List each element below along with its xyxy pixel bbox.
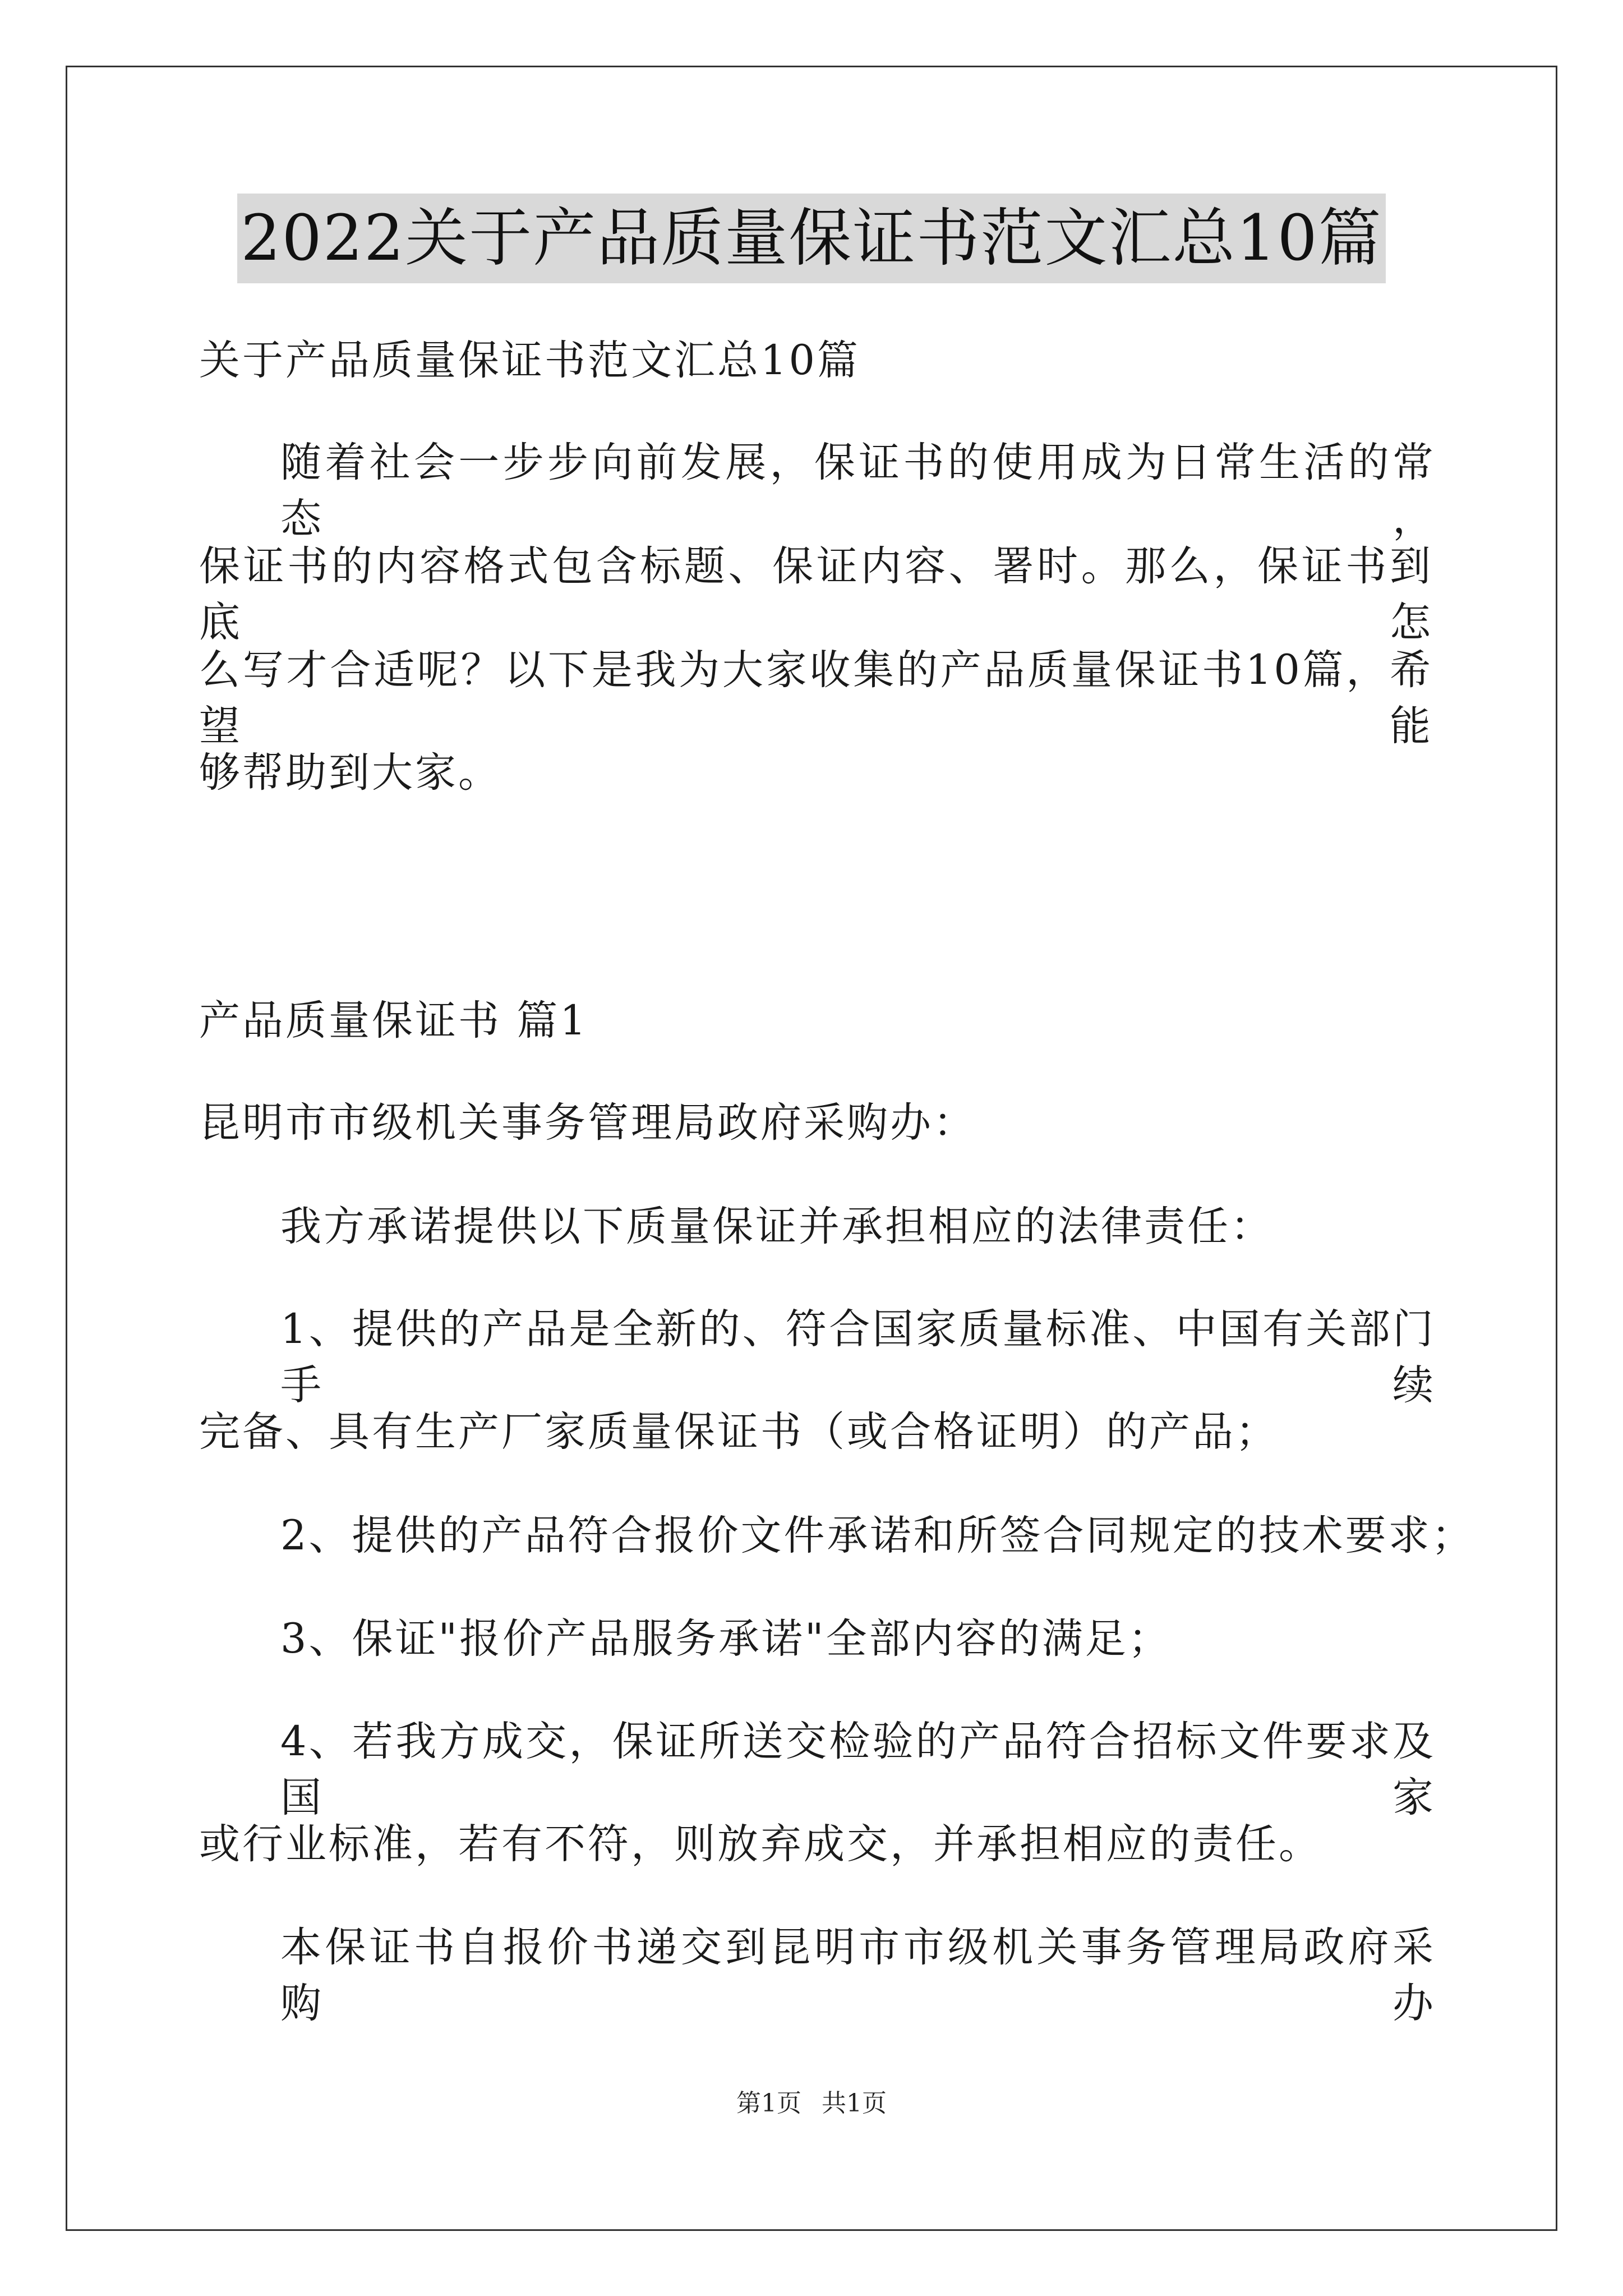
intro-heading: 关于产品质量保证书范文汇总10篇	[199, 337, 860, 384]
page-footer	[0, 2087, 1623, 2120]
page-total: 共1页	[822, 2089, 887, 2118]
list-item-line: 1、提供的产品是全新的、符合国家质量标准、中国有关部门手续	[280, 1305, 1436, 1409]
paragraph-line: 够帮助到大家。	[199, 749, 501, 797]
page-number: 第1页	[736, 2089, 801, 2118]
list-item-line: 完备、具有生产厂家质量保证书（或合格证明）的产品；	[199, 1408, 1279, 1456]
document-title: 2022关于产品质量保证书范文汇总10篇	[237, 194, 1386, 283]
paragraph-line: 本保证书自报价书递交到昆明市市级机关事务管理局政府采购办	[280, 1924, 1436, 2027]
paragraph-line: 么写才合适呢？以下是我为大家收集的产品质量保证书10篇，希望能	[199, 646, 1433, 750]
list-item-line: 3、保证"报价产品服务承诺"全部内容的满足；	[280, 1615, 1172, 1663]
paragraph-line: 我方承诺提供以下质量保证并承担相应的法律责任：	[280, 1203, 1274, 1250]
list-item-line: 4、若我方成交，保证所送交检验的产品符合招标文件要求及国家	[280, 1718, 1436, 1821]
addressee-line: 昆明市市级机关事务管理局政府采购办：	[199, 1099, 976, 1147]
list-item-line: 或行业标准，若有不符，则放弃成交，并承担相应的责任。	[199, 1820, 1322, 1868]
section-heading: 产品质量保证书 篇1	[199, 997, 588, 1045]
list-item-line: 2、提供的产品符合报价文件承诺和所签合同规定的技术要求；	[280, 1512, 1475, 1559]
paragraph-line: 保证书的内容格式包含标题、保证内容、署时。那么，保证书到底怎	[199, 542, 1433, 646]
title-container	[0, 194, 1623, 283]
paragraph-line: 随着社会一步步向前发展，保证书的使用成为日常生活的常态，	[280, 439, 1436, 542]
